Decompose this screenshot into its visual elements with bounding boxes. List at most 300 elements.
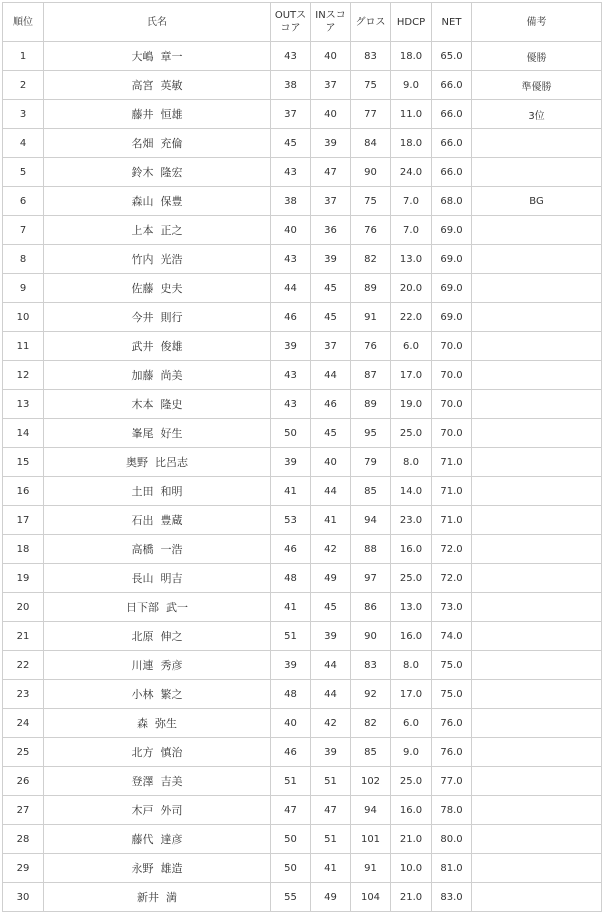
hdcp-cell: 25.0 [391,564,432,593]
hdcp-cell: 25.0 [391,419,432,448]
gross-cell: 94 [351,796,391,825]
family-name: 北方 [131,746,154,759]
net-cell: 66.0 [432,100,472,129]
given-name: 充倫 [160,137,183,150]
in-score-cell: 45 [311,274,351,303]
hdcp-cell: 10.0 [391,854,432,883]
given-name: 光浩 [160,253,183,266]
rank-cell: 13 [3,390,44,419]
family-name: 大嶋 [131,50,154,63]
net-cell: 65.0 [432,42,472,71]
family-name: 竹内 [131,253,154,266]
rank-cell: 4 [3,129,44,158]
out-score-cell: 43 [271,158,311,187]
out-score-cell: 48 [271,564,311,593]
net-cell: 71.0 [432,506,472,535]
note-cell [472,361,602,390]
gross-cell: 87 [351,361,391,390]
gross-cell: 76 [351,332,391,361]
family-name: 峯尾 [131,427,154,440]
rank-cell: 12 [3,361,44,390]
family-name: 森 [137,717,148,730]
family-name: 北原 [131,630,154,643]
out-score-cell: 45 [271,129,311,158]
table-row [3,738,602,767]
rank-cell: 8 [3,245,44,274]
in-score-cell: 45 [311,419,351,448]
note-cell [472,883,602,912]
table-row [3,216,602,245]
given-name: 俊雄 [160,340,183,353]
out-score-cell: 40 [271,709,311,738]
hdcp-cell: 16.0 [391,535,432,564]
hdcp-cell: 20.0 [391,274,432,303]
family-name: 森山 [131,195,154,208]
note-cell [472,593,602,622]
gross-cell: 84 [351,129,391,158]
rank-cell: 28 [3,825,44,854]
table-row [3,506,602,535]
in-score-cell: 40 [311,100,351,129]
gross-cell: 91 [351,303,391,332]
rank-cell: 16 [3,477,44,506]
hdcp-cell: 9.0 [391,71,432,100]
hdcp-cell: 24.0 [391,158,432,187]
rank-cell: 21 [3,622,44,651]
note-cell [472,216,602,245]
note-cell [472,419,602,448]
out-score-cell: 50 [271,419,311,448]
out-score-cell: 46 [271,738,311,767]
out-score-cell: 50 [271,825,311,854]
table-row [3,303,602,332]
out-score-cell: 48 [271,680,311,709]
given-name: 豊蔵 [160,514,183,527]
family-name: 高宮 [131,79,154,92]
hdcp-cell: 6.0 [391,332,432,361]
hdcp-cell: 18.0 [391,129,432,158]
family-name: 石出 [131,514,154,527]
table-row [3,100,602,129]
note-cell [472,448,602,477]
given-name: 好生 [160,427,183,440]
net-cell: 73.0 [432,593,472,622]
out-score-cell: 41 [271,593,311,622]
name-cell [44,796,271,825]
results-table [2,2,602,912]
header-note: 備考 [472,3,602,42]
given-name: 満 [166,891,177,904]
out-score-cell: 46 [271,535,311,564]
name-cell [44,303,271,332]
out-score-cell: 39 [271,651,311,680]
note-cell [472,767,602,796]
name-cell [44,854,271,883]
table-row [3,535,602,564]
rank-cell: 9 [3,274,44,303]
table-row [3,71,602,100]
given-name: 慎治 [160,746,183,759]
net-cell: 76.0 [432,709,472,738]
note-cell [472,158,602,187]
net-cell: 72.0 [432,535,472,564]
given-name: 比呂志 [155,456,188,469]
header-rank: 順位 [3,3,44,42]
rank-cell: 3 [3,100,44,129]
table-body [3,42,602,912]
in-score-cell: 40 [311,448,351,477]
net-cell: 71.0 [432,477,472,506]
net-cell: 74.0 [432,622,472,651]
in-score-cell: 42 [311,709,351,738]
net-cell: 80.0 [432,825,472,854]
out-score-cell: 43 [271,361,311,390]
name-cell [44,448,271,477]
table-header [3,3,602,42]
name-cell [44,593,271,622]
rank-cell: 22 [3,651,44,680]
given-name: 章一 [160,50,183,63]
out-score-cell: 39 [271,332,311,361]
net-cell: 81.0 [432,854,472,883]
given-name: 隆宏 [160,166,183,179]
hdcp-cell: 7.0 [391,216,432,245]
hdcp-cell: 17.0 [391,361,432,390]
net-cell: 70.0 [432,419,472,448]
in-score-cell: 47 [311,158,351,187]
name-cell [44,187,271,216]
in-score-cell: 45 [311,593,351,622]
given-name: 吉美 [160,775,183,788]
name-cell [44,390,271,419]
table-row [3,245,602,274]
in-score-cell: 40 [311,42,351,71]
given-name: 保豊 [160,195,183,208]
note-cell: 3位 [472,100,602,129]
note-cell [472,274,602,303]
out-score-cell: 53 [271,506,311,535]
gross-cell: 90 [351,622,391,651]
hdcp-cell: 16.0 [391,796,432,825]
note-cell [472,622,602,651]
out-score-cell: 40 [271,216,311,245]
hdcp-cell: 21.0 [391,825,432,854]
note-cell: 優勝 [472,42,602,71]
given-name: 史夫 [160,282,183,295]
table-row [3,390,602,419]
out-score-cell: 46 [271,303,311,332]
table-row [3,361,602,390]
given-name: 伸之 [160,630,183,643]
out-score-cell: 43 [271,42,311,71]
family-name: 登澤 [131,775,154,788]
rank-cell: 15 [3,448,44,477]
net-cell: 69.0 [432,245,472,274]
out-score-cell: 43 [271,390,311,419]
hdcp-cell: 22.0 [391,303,432,332]
note-cell [472,651,602,680]
hdcp-cell: 19.0 [391,390,432,419]
given-name: 外司 [160,804,183,817]
net-cell: 66.0 [432,71,472,100]
note-cell [472,129,602,158]
hdcp-cell: 11.0 [391,100,432,129]
note-cell [472,680,602,709]
net-cell: 75.0 [432,680,472,709]
in-score-cell: 51 [311,767,351,796]
net-cell: 75.0 [432,651,472,680]
table-row [3,883,602,912]
out-score-cell: 44 [271,274,311,303]
hdcp-cell: 6.0 [391,709,432,738]
note-cell [472,796,602,825]
rank-cell: 6 [3,187,44,216]
note-cell [472,854,602,883]
gross-cell: 88 [351,535,391,564]
out-score-cell: 41 [271,477,311,506]
rank-cell: 24 [3,709,44,738]
in-score-cell: 37 [311,332,351,361]
table-row [3,332,602,361]
in-score-cell: 39 [311,738,351,767]
hdcp-cell: 13.0 [391,245,432,274]
net-cell: 83.0 [432,883,472,912]
table-row [3,622,602,651]
rank-cell: 26 [3,767,44,796]
out-score-cell: 38 [271,187,311,216]
rank-cell: 2 [3,71,44,100]
net-cell: 69.0 [432,274,472,303]
family-name: 新井 [137,891,159,904]
given-name: 弥生 [155,717,177,730]
net-cell: 78.0 [432,796,472,825]
name-cell [44,535,271,564]
gross-cell: 89 [351,390,391,419]
in-score-cell: 44 [311,651,351,680]
header-net: NET [432,3,472,42]
gross-cell: 76 [351,216,391,245]
family-name: 高橋 [131,543,154,556]
given-name: 恒雄 [160,108,183,121]
net-cell: 70.0 [432,361,472,390]
gross-cell: 91 [351,854,391,883]
rank-cell: 19 [3,564,44,593]
family-name: 奥野 [126,456,148,469]
note-cell [472,709,602,738]
gross-cell: 90 [351,158,391,187]
table-row [3,593,602,622]
rank-cell: 25 [3,738,44,767]
name-cell [44,651,271,680]
net-cell: 69.0 [432,303,472,332]
table-row [3,796,602,825]
gross-cell: 89 [351,274,391,303]
family-name: 佐藤 [131,282,154,295]
header-name: 氏名 [44,3,271,42]
net-cell: 66.0 [432,129,472,158]
in-score-cell: 47 [311,796,351,825]
net-cell: 69.0 [432,216,472,245]
out-score-cell: 43 [271,245,311,274]
in-score-cell: 42 [311,535,351,564]
name-cell [44,71,271,100]
family-name: 藤代 [131,833,154,846]
hdcp-cell: 18.0 [391,42,432,71]
given-name: 英敏 [160,79,183,92]
header-hdcp: HDCP [391,3,432,42]
table-row [3,651,602,680]
table-row [3,448,602,477]
table-row [3,825,602,854]
table-row [3,709,602,738]
hdcp-cell: 8.0 [391,651,432,680]
given-name: 雄造 [160,862,183,875]
name-cell [44,419,271,448]
gross-cell: 95 [351,419,391,448]
gross-cell: 82 [351,245,391,274]
hdcp-cell: 9.0 [391,738,432,767]
given-name: 武一 [166,601,188,614]
note-cell [472,477,602,506]
gross-cell: 82 [351,709,391,738]
rank-cell: 14 [3,419,44,448]
name-cell [44,622,271,651]
gross-cell: 101 [351,825,391,854]
gross-cell: 102 [351,767,391,796]
family-name: 長山 [131,572,154,585]
note-cell [472,390,602,419]
family-name: 日下部 [126,601,159,614]
given-name: 一浩 [160,543,183,556]
name-cell [44,216,271,245]
table-row [3,477,602,506]
header-gross: グロス [351,3,391,42]
rank-cell: 1 [3,42,44,71]
in-score-cell: 46 [311,390,351,419]
net-cell: 70.0 [432,332,472,361]
net-cell: 71.0 [432,448,472,477]
in-score-cell: 44 [311,477,351,506]
in-score-cell: 44 [311,680,351,709]
hdcp-cell: 13.0 [391,593,432,622]
table-row [3,419,602,448]
family-name: 加藤 [131,369,154,382]
out-score-cell: 51 [271,622,311,651]
hdcp-cell: 7.0 [391,187,432,216]
name-cell [44,564,271,593]
table-row [3,564,602,593]
family-name: 藤井 [131,108,154,121]
note-cell [472,535,602,564]
name-cell [44,274,271,303]
table-row [3,187,602,216]
note-cell [472,825,602,854]
in-score-cell: 39 [311,245,351,274]
hdcp-cell: 16.0 [391,622,432,651]
family-name: 名畑 [131,137,154,150]
family-name: 永野 [131,862,154,875]
net-cell: 72.0 [432,564,472,593]
gross-cell: 79 [351,448,391,477]
name-cell [44,825,271,854]
given-name: 達彦 [160,833,183,846]
out-score-cell: 50 [271,854,311,883]
family-name: 土田 [131,485,154,498]
in-score-cell: 37 [311,71,351,100]
given-name: 繁之 [160,688,183,701]
net-cell: 76.0 [432,738,472,767]
name-cell [44,129,271,158]
note-cell [472,303,602,332]
table-row [3,42,602,71]
table-row [3,274,602,303]
net-cell: 68.0 [432,187,472,216]
in-score-cell: 44 [311,361,351,390]
rank-cell: 11 [3,332,44,361]
given-name: 正之 [160,224,183,237]
out-score-cell: 39 [271,448,311,477]
out-score-cell: 55 [271,883,311,912]
note-cell [472,738,602,767]
hdcp-cell: 25.0 [391,767,432,796]
note-cell [472,564,602,593]
rank-cell: 18 [3,535,44,564]
table-row [3,854,602,883]
rank-cell: 17 [3,506,44,535]
given-name: 明吉 [160,572,183,585]
rank-cell: 20 [3,593,44,622]
in-score-cell: 36 [311,216,351,245]
name-cell [44,361,271,390]
header-in-score: INスコア [311,3,351,42]
name-cell [44,709,271,738]
note-cell: 準優勝 [472,71,602,100]
note-cell [472,245,602,274]
net-cell: 66.0 [432,158,472,187]
name-cell [44,100,271,129]
family-name: 木戸 [131,804,154,817]
family-name: 小林 [131,688,154,701]
gross-cell: 75 [351,187,391,216]
in-score-cell: 37 [311,187,351,216]
in-score-cell: 51 [311,825,351,854]
given-name: 則行 [160,311,183,324]
header-out-score: OUTスコア [271,3,311,42]
gross-cell: 85 [351,738,391,767]
given-name: 隆史 [160,398,183,411]
gross-cell: 85 [351,477,391,506]
hdcp-cell: 8.0 [391,448,432,477]
gross-cell: 75 [351,71,391,100]
given-name: 秀彦 [160,659,183,672]
gross-cell: 83 [351,42,391,71]
note-cell: BG [472,187,602,216]
in-score-cell: 49 [311,564,351,593]
in-score-cell: 49 [311,883,351,912]
name-cell [44,42,271,71]
out-score-cell: 38 [271,71,311,100]
rank-cell: 29 [3,854,44,883]
rank-cell: 7 [3,216,44,245]
given-name: 尚美 [160,369,183,382]
in-score-cell: 41 [311,506,351,535]
gross-cell: 83 [351,651,391,680]
net-cell: 77.0 [432,767,472,796]
hdcp-cell: 21.0 [391,883,432,912]
net-cell: 70.0 [432,390,472,419]
name-cell [44,767,271,796]
rank-cell: 23 [3,680,44,709]
